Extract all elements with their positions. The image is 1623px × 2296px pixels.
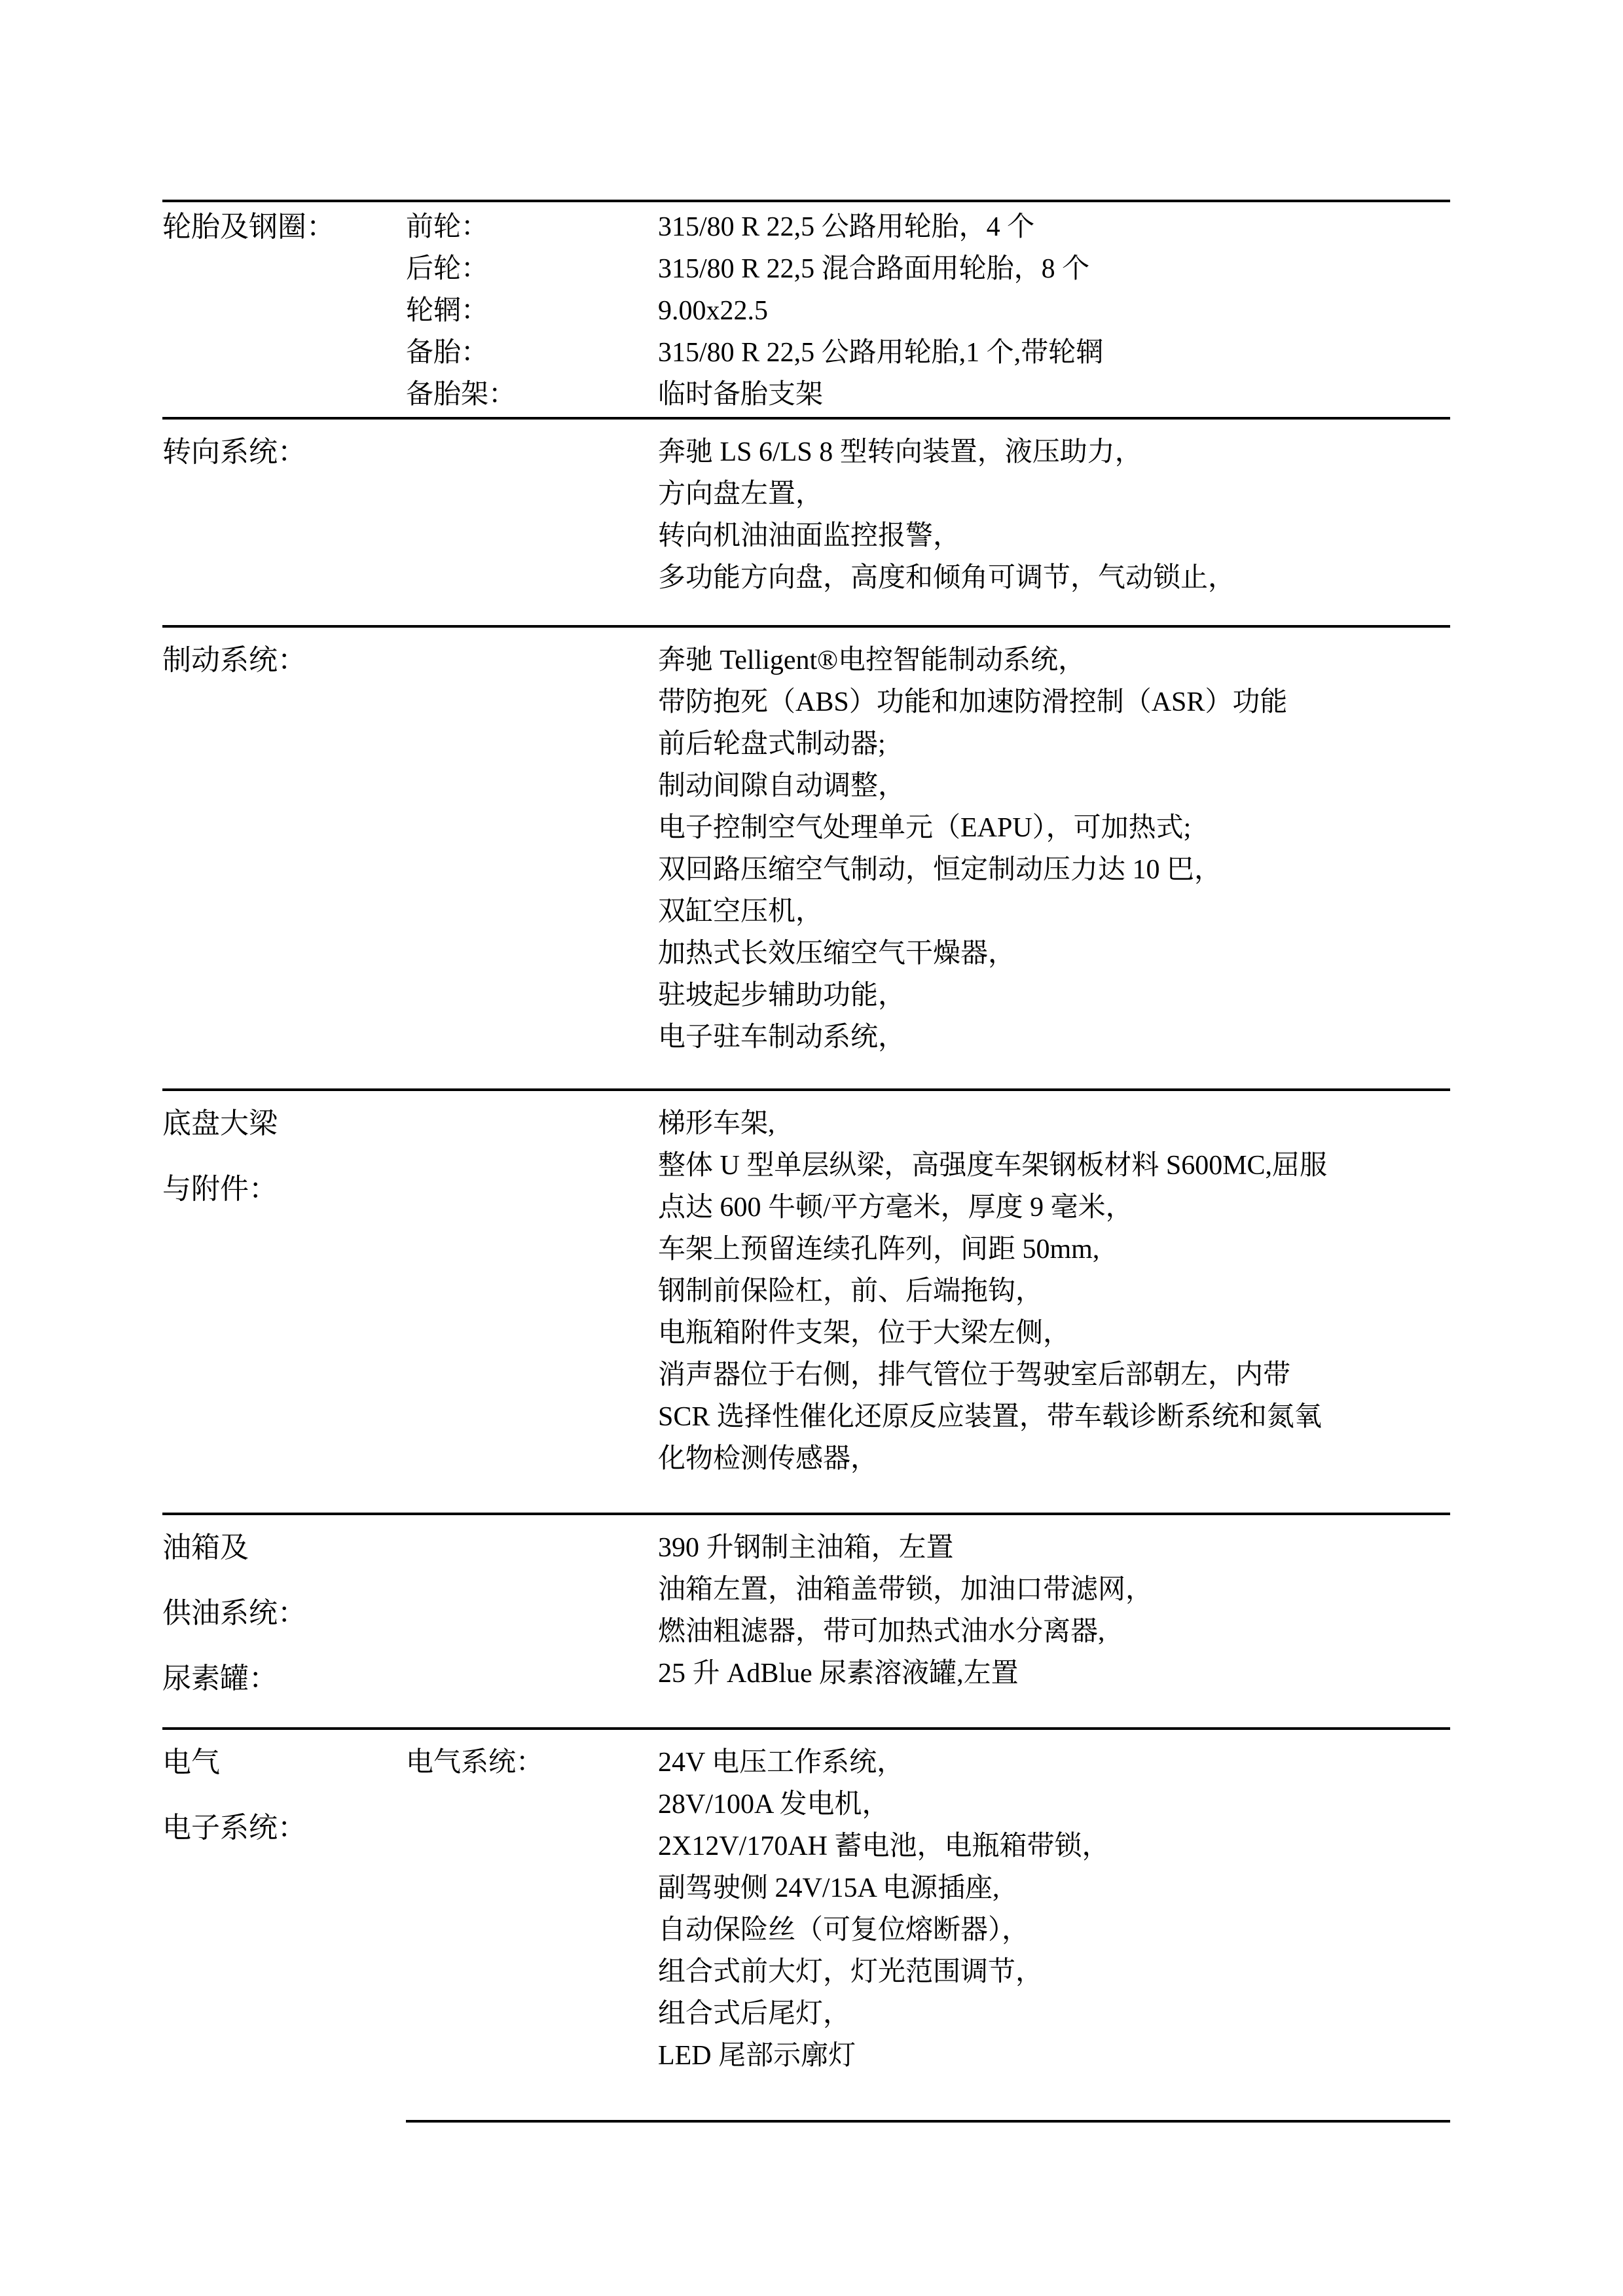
spec-value: LED 尾部示廓灯 xyxy=(658,2041,856,2071)
spec-row xyxy=(406,1825,1450,1867)
spec-value: 油箱左置，油箱盖带锁，加油口带滤网， xyxy=(658,1575,1154,1605)
section-label-column xyxy=(162,1103,406,1480)
section-chassis-frame-and-accessories xyxy=(162,1088,1450,1513)
spec-value: 双回路压缩空气制动，恒定制动压力达 10 巴， xyxy=(658,855,1222,885)
spec-value: 奔驰 LS 6/LS 8 型转向装置，液压助力， xyxy=(658,437,1142,467)
section-label: 制动系统： xyxy=(162,644,306,676)
spec-row xyxy=(406,1784,1450,1825)
spec-row xyxy=(406,1611,1450,1653)
spec-sub-label: 备胎架： xyxy=(406,380,517,410)
spec-sub-label xyxy=(406,1312,658,1354)
spec-value: 24V 电压工作系统， xyxy=(658,1748,905,1778)
spec-value: 车架上预留连续孔阵列，间距 50mm, xyxy=(658,1234,1100,1265)
section-rows xyxy=(406,1527,1450,1700)
section-rows xyxy=(406,639,1450,1058)
spec-value: 前后轮盘式制动器; xyxy=(658,729,886,759)
spec-sub-label xyxy=(406,891,658,933)
section-tires-and-wheels xyxy=(162,200,1450,417)
spec-row xyxy=(406,515,1450,557)
spec-row xyxy=(406,248,1450,290)
spec-row xyxy=(406,1653,1450,1695)
spec-sub-label xyxy=(406,515,658,557)
section-rows xyxy=(406,1103,1450,1480)
spec-sub-label xyxy=(406,1438,658,1480)
spec-sub-label xyxy=(406,1354,658,1396)
spec-sub-label xyxy=(406,1867,658,1909)
spec-value: 2X12V/170AH 蓄电池，电瓶箱带锁， xyxy=(658,1831,1110,1861)
spec-sub-label xyxy=(406,765,658,807)
section-label: 电气 xyxy=(162,1746,220,1778)
spec-value: SCR 选择性催化还原反应装置，带车载诊断系统和氮氧 xyxy=(658,1402,1322,1432)
section-label: 与附件： xyxy=(162,1173,278,1205)
spec-value: 带防抱死（ABS）功能和加速防滑控制（ASR）功能 xyxy=(658,687,1288,717)
spec-row xyxy=(406,723,1450,765)
table-bottom-rule xyxy=(406,2120,1450,2123)
spec-value: 点达 600 牛顿/平方毫米，厚度 9 毫米， xyxy=(658,1193,1133,1223)
spec-sub-label xyxy=(406,1229,658,1270)
spec-sub-label: 前轮： xyxy=(406,212,489,242)
spec-value: 整体 U 型单层纵梁，高强度车架钢板材料 S600MC,屈服 xyxy=(658,1151,1328,1181)
spec-row xyxy=(406,639,1450,681)
section-label-column xyxy=(162,1742,406,2077)
spec-row xyxy=(406,290,1450,332)
spec-value: 加热式长效压缩空气干燥器， xyxy=(658,939,1016,969)
spec-value: 梯形车架, xyxy=(658,1109,775,1139)
spec-value: 组合式后尾灯， xyxy=(658,1999,851,2029)
spec-row xyxy=(406,1742,1450,1784)
spec-value: 多功能方向盘，高度和倾角可调节，气动锁止， xyxy=(658,563,1236,593)
spec-value: 临时备胎支架 xyxy=(658,380,824,410)
spec-row xyxy=(406,1867,1450,1909)
spec-row xyxy=(406,2035,1450,2077)
spec-row xyxy=(406,332,1450,374)
spec-row xyxy=(406,473,1450,515)
spec-row xyxy=(406,807,1450,849)
section-label-column xyxy=(162,206,406,416)
spec-sub-label xyxy=(406,975,658,1016)
spec-row xyxy=(406,1993,1450,2035)
spec-value: 315/80 R 22,5 公路用轮胎，4 个 xyxy=(658,212,1035,242)
spec-value: 化物检测传感器， xyxy=(658,1444,879,1474)
spec-sub-label xyxy=(406,1527,658,1569)
spec-value: 钢制前保险杠，前、后端拖钩， xyxy=(658,1276,1044,1306)
spec-row xyxy=(406,1909,1450,1951)
spec-row xyxy=(406,849,1450,891)
section-label: 供油系统： xyxy=(162,1597,306,1629)
spec-sub-label xyxy=(406,933,658,975)
spec-row xyxy=(406,1145,1450,1187)
section-fuel-tank-and-urea-tank xyxy=(162,1513,1450,1727)
spec-sub-label xyxy=(406,1825,658,1867)
spec-value: 电子控制空气处理单元（EAPU），可加热式; xyxy=(658,813,1192,843)
spec-sub-label xyxy=(406,557,658,599)
spec-sub-label xyxy=(406,1569,658,1611)
spec-sub-label xyxy=(406,681,658,723)
spec-row xyxy=(406,765,1450,807)
spec-row xyxy=(406,1438,1450,1480)
spec-value: 自动保险丝（可复位熔断器）， xyxy=(658,1915,1030,1945)
spec-row xyxy=(406,933,1450,975)
spec-sub-label xyxy=(406,1653,658,1695)
spec-sub-label xyxy=(406,1951,658,1993)
spec-sub-label xyxy=(406,1396,658,1438)
spec-sub-label xyxy=(406,1611,658,1653)
spec-value: 制动间隙自动调整， xyxy=(658,771,906,801)
section-braking-system xyxy=(162,625,1450,1088)
spec-sub-label: 轮辋： xyxy=(406,296,489,326)
spec-sub-label xyxy=(406,1187,658,1229)
spec-value: 390 升钢制主油箱，左置 xyxy=(658,1533,954,1563)
section-steering-system xyxy=(162,417,1450,625)
spec-row xyxy=(406,1569,1450,1611)
spec-value: 电瓶箱附件支架，位于大梁左侧， xyxy=(658,1318,1071,1348)
spec-sub-label xyxy=(406,723,658,765)
section-label: 底盘大梁 xyxy=(162,1107,278,1139)
section-label: 尿素罐： xyxy=(162,1662,278,1695)
spec-row xyxy=(406,1396,1450,1438)
spec-row xyxy=(406,206,1450,248)
section-label-column xyxy=(162,639,406,1058)
spec-row xyxy=(406,1187,1450,1229)
spec-sub-label xyxy=(406,1993,658,2035)
spec-value: 315/80 R 22,5 公路用轮胎,1 个,带轮辋 xyxy=(658,338,1104,368)
spec-row xyxy=(406,1270,1450,1312)
spec-value: 转向机油油面监控报警， xyxy=(658,521,961,551)
spec-value: 双缸空压机， xyxy=(658,897,824,927)
section-label-column xyxy=(162,431,406,599)
spec-row xyxy=(406,557,1450,599)
spec-sub-label xyxy=(406,1016,658,1058)
section-label: 油箱及 xyxy=(162,1532,249,1564)
spec-sub-label: 后轮： xyxy=(406,254,489,284)
spec-value: 奔驰 Telligent®电控智能制动系统， xyxy=(658,645,1086,675)
spec-row xyxy=(406,1103,1450,1145)
spec-table xyxy=(162,200,1450,2120)
spec-value: 组合式前大灯，灯光范围调节， xyxy=(658,1957,1044,1987)
section-electrical-electronic-system xyxy=(162,1727,1450,2120)
spec-row xyxy=(406,374,1450,416)
spec-value: 副驾驶侧 24V/15A 电源插座, xyxy=(658,1873,1000,1903)
spec-value: 9.00x22.5 xyxy=(658,296,768,326)
spec-value: 电子驻车制动系统， xyxy=(658,1022,906,1052)
spec-row xyxy=(406,975,1450,1016)
section-rows xyxy=(406,1742,1450,2077)
section-rows xyxy=(406,431,1450,599)
spec-sub-label xyxy=(406,807,658,849)
spec-value: 方向盘左置， xyxy=(658,479,824,509)
spec-row xyxy=(406,1354,1450,1396)
spec-sub-label xyxy=(406,1909,658,1951)
spec-sub-label xyxy=(406,473,658,515)
spec-value: 25 升 AdBlue 尿素溶液罐,左置 xyxy=(658,1659,1019,1689)
spec-value: 315/80 R 22,5 混合路面用轮胎，8 个 xyxy=(658,254,1090,284)
spec-sub-label xyxy=(406,1145,658,1187)
spec-value: 消声器位于右侧，排气管位于驾驶室后部朝左，内带 xyxy=(658,1360,1291,1390)
spec-row xyxy=(406,1527,1450,1569)
spec-sub-label xyxy=(406,2035,658,2077)
spec-row xyxy=(406,431,1450,473)
spec-sub-label xyxy=(406,1784,658,1825)
spec-value: 28V/100A 发电机， xyxy=(658,1789,890,1820)
spec-sub-label xyxy=(406,1103,658,1145)
section-label: 转向系统： xyxy=(162,436,306,468)
section-rows xyxy=(406,206,1450,416)
spec-sub-label xyxy=(406,639,658,681)
section-label: 电子系统： xyxy=(162,1812,306,1844)
spec-value: 燃油粗滤器，带可加热式油水分离器, xyxy=(658,1617,1105,1647)
spec-row xyxy=(406,1951,1450,1993)
spec-row xyxy=(406,1312,1450,1354)
spec-row xyxy=(406,1229,1450,1270)
spec-row xyxy=(406,1016,1450,1058)
spec-sub-label: 备胎： xyxy=(406,338,489,368)
spec-sub-label: 电气系统： xyxy=(406,1748,544,1778)
spec-sub-label xyxy=(406,431,658,473)
spec-sub-label xyxy=(406,849,658,891)
spec-row xyxy=(406,891,1450,933)
spec-row xyxy=(406,681,1450,723)
spec-sub-label xyxy=(406,1270,658,1312)
spec-value: 驻坡起步辅助功能， xyxy=(658,980,906,1011)
section-label: 轮胎及钢圈： xyxy=(162,211,335,243)
section-label-column xyxy=(162,1527,406,1700)
